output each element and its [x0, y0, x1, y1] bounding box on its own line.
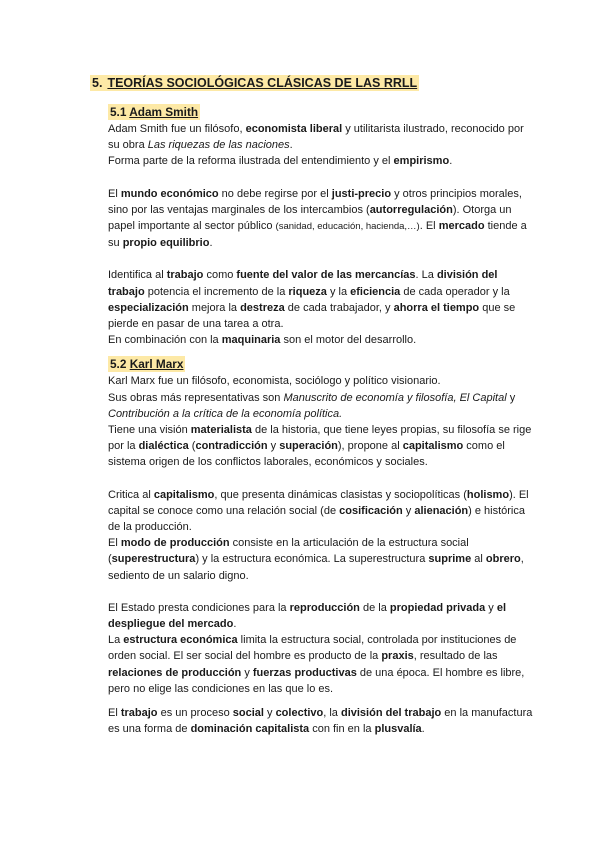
subsection-number: 5.1 [110, 105, 127, 119]
smith-paragraph-1: Adam Smith fue un filósofo, economista liberal y utilitarista ilustrado, reconocido por su obra Las riquezas de las naciones. Forma parte de la reforma ilustrada del entendimiento y el empirismo. [108, 123, 524, 168]
subsection-heading-smith [108, 104, 533, 121]
marx-paragraph-4: El trabajo es un proceso social y colectivo, la división del trabajo en la manufactura es una forma de dominación capitalista con fin en la plusvalía. [108, 707, 533, 736]
subsection-number: 5.2 [110, 357, 127, 372]
subsection-heading-marx [108, 356, 533, 373]
marx-paragraph-3: El Estado presta condiciones para la reproducción de la propiedad privada y el despliegue del mercado. La estructura económica limita la estructura social, controlada por instituciones de orden social. El ser social del hombre es producto de la praxis, resultado de las relaciones de producción y fuerzas productivas de una época. El hombre es libre, pero no elige las condiciones en las que lo es. [108, 601, 525, 695]
marx-paragraph-1: Karl Marx fue un filósofo, economista, sociólogo y político visionario. Sus obras más representativas son Manuscrito de economía y filosofía, El Capital y Contribución a la crítica de la economía política. Tiene una visión materialista de la historia, que tiene leyes propias, su filosofía se rige por la dialéctica (contradicción y superación), propone al capitalismo como el sistema origen de los conflictos laborales, económicos y sociales. [108, 375, 532, 469]
marx-paragraph-2: Critica al capitalismo, que presenta dinámicas clasistas y sociopolíticas (holismo). El capital se conoce como una relación social (de cosificación y alienación) e histórica de la producción. El modo de producción consiste en la articulación de la estructura social (superestructura) y la estructura económica. La superestructura suprime al obrero, sediento de un salario digno. [108, 488, 529, 582]
subsection-highlight-smith [108, 104, 200, 120]
subsection-name: Karl Marx [129, 357, 184, 372]
document-body [108, 74, 533, 738]
smith-paragraph-3: Identifica al trabajo como fuente del valor de las mercancías. La división del trabajo potencia el incremento de la riqueza y la eficiencia de cada operador y la especialización mejora la destreza de cada trabajador, y ahorra el tiempo que se pierde en pasar de una tarea a otra. En combinación con la maquinaria son el motor del desarrollo. [108, 269, 516, 347]
smith-paragraph-2: El mundo económico no debe regirse por el justi-precio y otros principios morales, sino por las ventajas marginales de los intercambios (autorregulación). Otorga un papel importante al sector público (sanidad, educación, hacienda,…). El mercado tiende a su propio equilibrio. [108, 187, 527, 250]
subsection-highlight-marx [108, 356, 185, 372]
section-title: TEORÍAS SOCIOLÓGICAS CLÁSICAS DE LAS RRLL [107, 76, 418, 90]
subsection-name: Adam Smith [129, 105, 199, 119]
section-number: 5. [92, 76, 103, 90]
